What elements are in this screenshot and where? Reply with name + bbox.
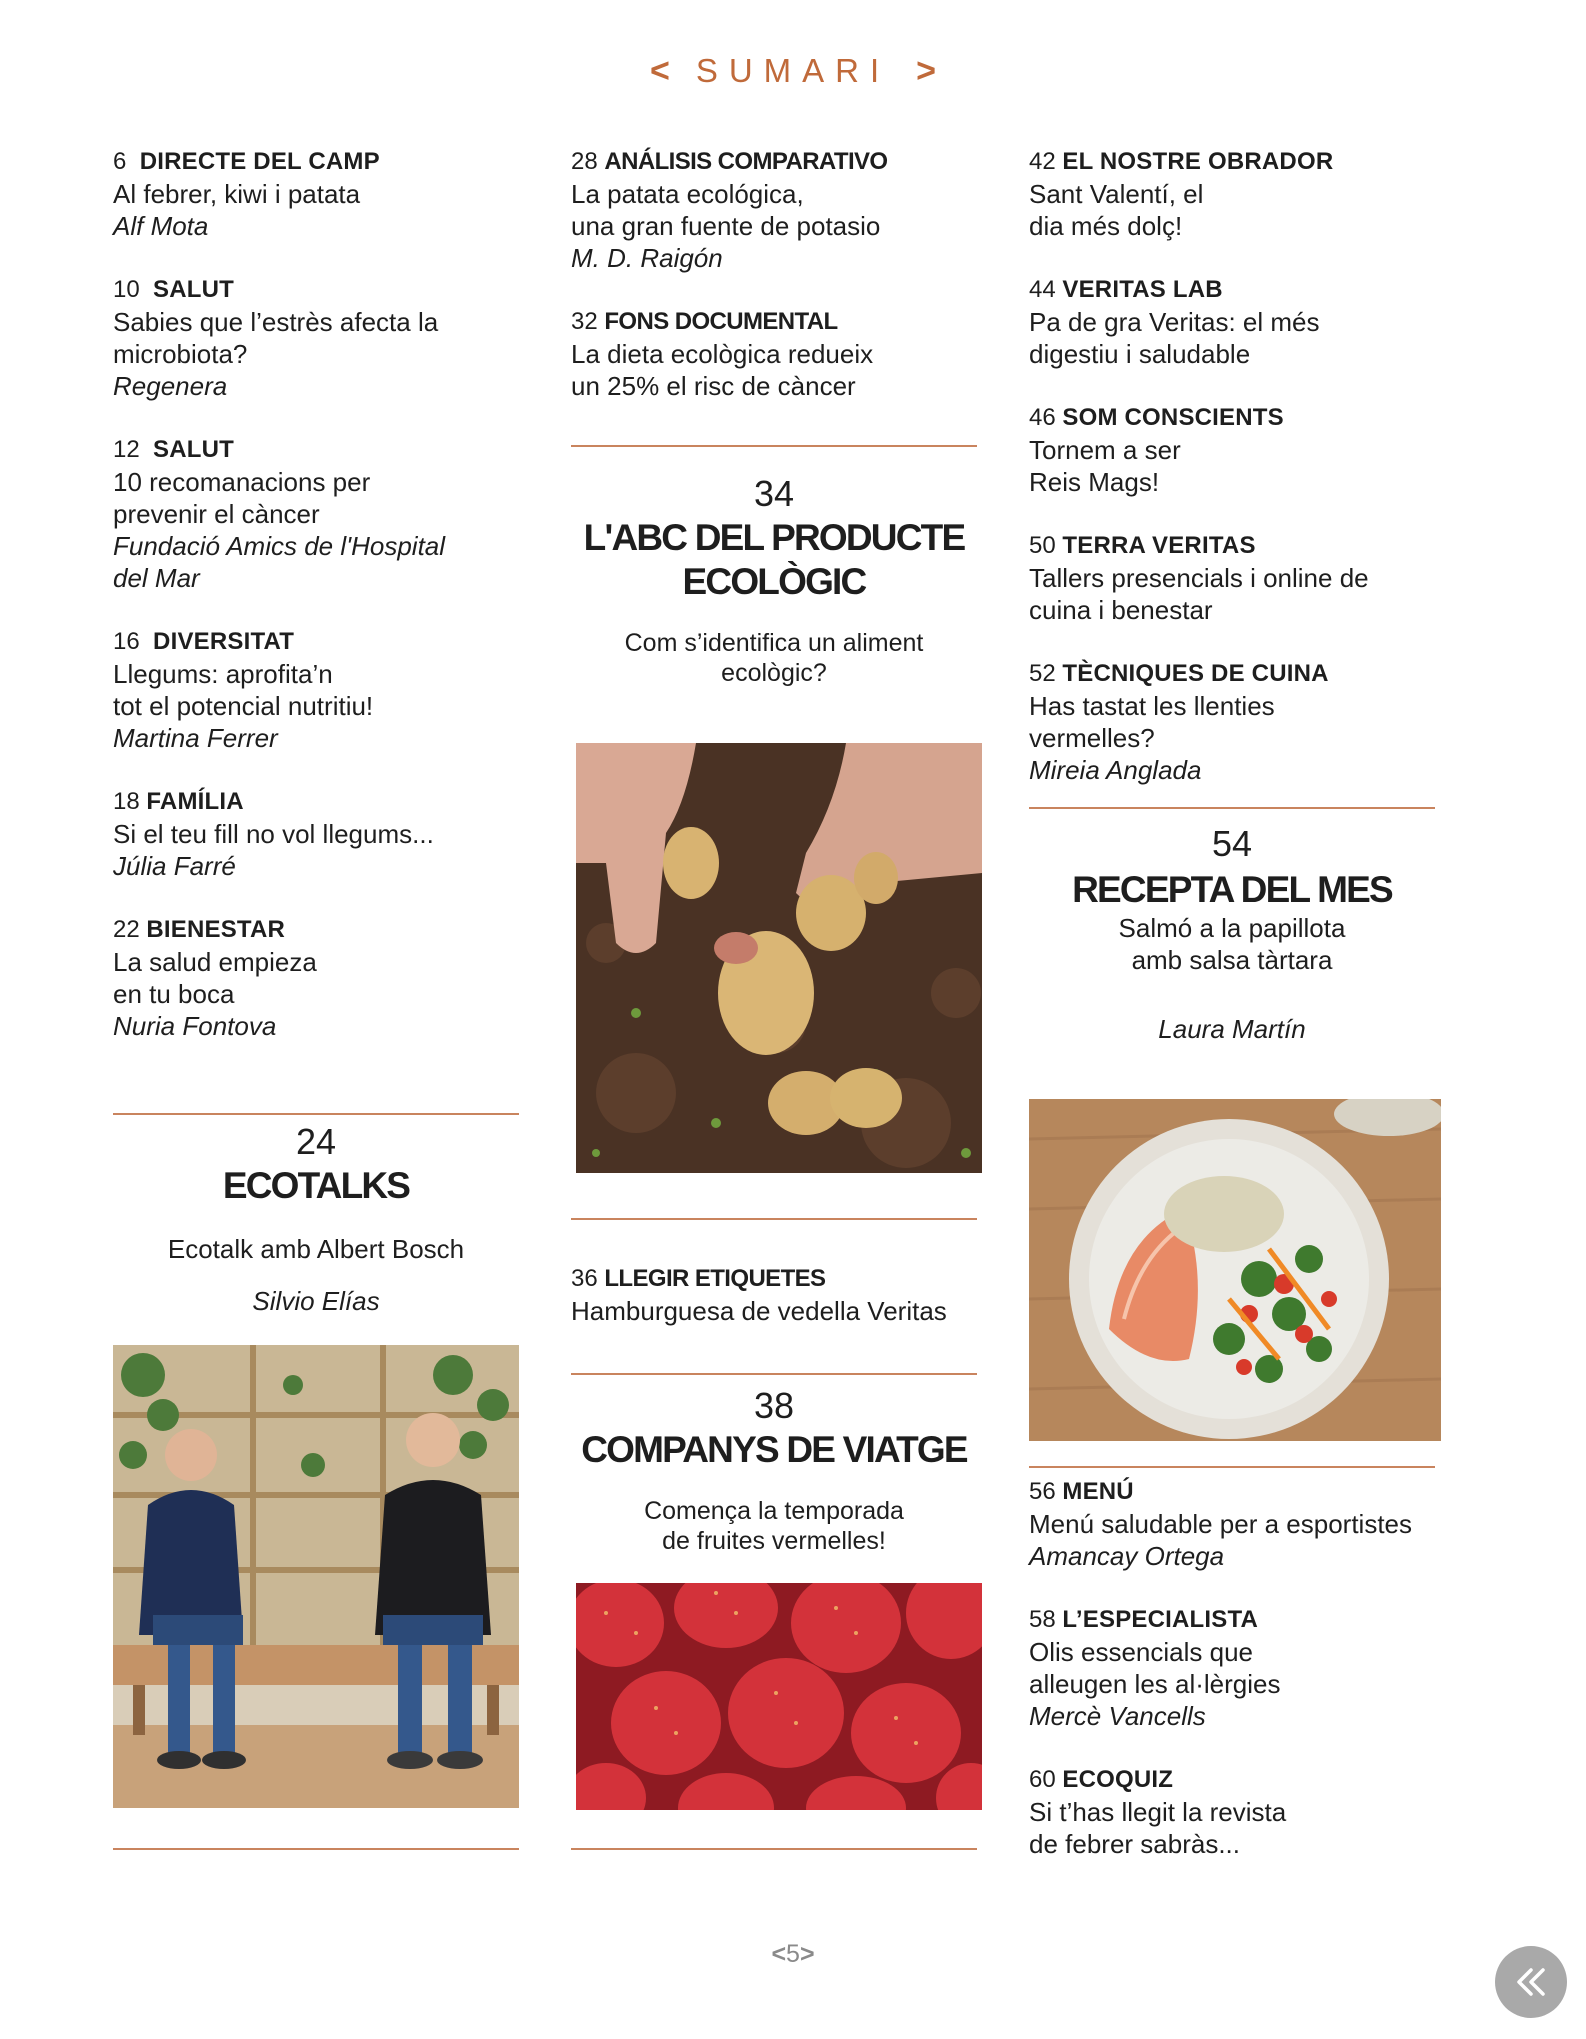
toc-entry[interactable] [1029,146,1435,242]
strawberries-photo [576,1583,982,1810]
article-author: Nuria Fontova [113,1011,277,1041]
section-name: L’ESPECIALISTA [1062,1606,1259,1633]
article-title: Tallers presencials i online de cuina i benestar [1029,563,1369,625]
toc-entry[interactable] [1029,1476,1435,1572]
feature-abc-producte-ecologic[interactable] [571,472,977,688]
page-number: 56 [1029,1478,1056,1505]
page-number: 58 [1029,1606,1056,1633]
page-number: 54 [1211,823,1253,864]
divider [1029,1466,1435,1468]
page-number: 46 [1029,404,1056,431]
double-chevron-left-icon [1511,1962,1551,2002]
section-name: SOM CONSCIENTS [1062,404,1284,431]
page-number: 28 [571,148,598,175]
toc-entry[interactable] [113,786,519,882]
article-title: Tornem a ser Reis Mags! [1029,435,1181,497]
chevron-right-icon: > [799,1940,815,1968]
article-title: La dieta ecològica redueix un 25% el risc de càncer [571,339,874,401]
page-number: 10 [113,276,140,303]
toc-entry[interactable] [1029,1764,1435,1860]
article-author: Regenera [113,371,228,401]
article-author: Martina Ferrer [113,723,278,753]
toc-entry[interactable] [571,1263,977,1327]
toc-entry[interactable] [113,274,519,402]
article-author: M. D. Raigón [571,243,723,273]
toc-column-3 [1029,0,1435,2039]
divider [1029,807,1435,809]
feature-title: L'ABC DEL PRODUCTE ECOLÒGIC [583,517,965,602]
toc-entry[interactable] [113,626,519,754]
toc-entry[interactable] [1029,402,1435,498]
feature-subtitle: Com s’identifica un aliment ecològic? [624,629,924,687]
article-author: Mireia Anglada [1029,755,1202,785]
section-name: ANÁLISIS COMPARATIVO [604,148,888,175]
page-number: 22 [113,916,140,943]
feature-title: RECEPTA DEL MES [1072,869,1392,910]
chevron-left-icon: < [771,1940,787,1968]
divider [113,1848,519,1850]
article-title: La patata ecológica, una gran fuente de potasio [571,179,881,241]
section-name: VERITAS LAB [1062,276,1223,303]
divider [571,1373,977,1375]
toc-column-1 [113,0,519,2039]
feature-recepta-del-mes[interactable] [1029,822,1435,1045]
page-number-footer [0,1940,1586,1969]
toc-entry[interactable] [571,146,977,274]
section-name: DIVERSITAT [153,628,295,655]
feature-companys-de-viatge[interactable] [571,1384,977,1556]
article-author: Fundació Amics de l'Hospital del Mar [113,531,446,593]
toc-entry[interactable] [1029,1604,1435,1732]
section-name: FAMÍLIA [146,788,244,815]
divider [571,1218,977,1220]
toc-column-2 [571,0,977,2039]
page-number: 18 [113,788,140,815]
feature-ecotalks[interactable] [113,1120,519,1317]
page-number: 16 [113,628,140,655]
page-number: 34 [753,473,795,514]
section-name: TERRA VERITAS [1062,532,1256,559]
page-number: 12 [113,436,140,463]
article-author: Júlia Farré [113,851,236,881]
section-name: SALUT [153,276,235,303]
chevron-left-icon: < [649,52,670,90]
section-name: LLEGIR ETIQUETES [604,1265,826,1292]
page-number: 36 [571,1265,598,1292]
article-author: Amancay Ortega [1029,1541,1225,1571]
toc-entry[interactable] [1029,530,1435,626]
section-name: ECOQUIZ [1062,1766,1174,1793]
section-name: SALUT [153,436,235,463]
ecotalks-photo [113,1345,519,1808]
article-author: Silvio Elías [252,1286,380,1316]
feature-title: ECOTALKS [222,1165,410,1206]
toc-entry[interactable] [113,434,519,594]
article-title: Menú saludable per a esportistes [1029,1509,1413,1539]
page-number: 38 [753,1385,795,1426]
toc-entry[interactable] [113,146,519,242]
page-number: 6 [113,148,127,175]
section-name: FONS DOCUMENTAL [604,308,838,335]
article-title: Llegums: aprofita’n tot el potencial nutritiu! [113,659,374,721]
page-number: 24 [295,1121,337,1162]
feature-subtitle: Comença la temporada de fruites vermelles! [644,1497,904,1555]
toc-entry[interactable] [1029,658,1435,786]
back-button[interactable] [1495,1946,1567,2018]
divider [571,445,977,447]
section-name: BIENESTAR [146,916,286,943]
current-page: 5 [786,1940,800,1968]
toc-entry[interactable] [1029,274,1435,370]
section-name: DIRECTE DEL CAMP [139,148,380,175]
page-number: 42 [1029,148,1056,175]
toc-entry[interactable] [571,306,977,402]
feature-subtitle: Salmó a la papillota amb salsa tàrtara [1118,913,1346,975]
potatoes-photo [576,743,982,1173]
page-number: 44 [1029,276,1056,303]
page-number: 32 [571,308,598,335]
page-number: 60 [1029,1766,1056,1793]
article-title: Sabies que l’estrès afecta la microbiota? [113,307,439,369]
article-author: Mercè Vancells [1029,1701,1206,1731]
article-title: Pa de gra Veritas: el més digestiu i saludable [1029,307,1320,369]
page-number: 52 [1029,660,1056,687]
section-name: MENÚ [1062,1478,1134,1505]
page-title: SUMARI [695,52,891,89]
article-author: Alf Mota [113,211,209,241]
article-title: Has tastat les llenties vermelles? [1029,691,1275,753]
page-number: 50 [1029,532,1056,559]
chevron-right-icon: > [916,52,937,90]
toc-entry[interactable] [113,914,519,1042]
article-title: Al febrer, kiwi i patata [113,179,361,209]
feature-subtitle: Ecotalk amb Albert Bosch [167,1234,465,1264]
article-title: Si t’has llegit la revista de febrer sabràs... [1029,1797,1287,1859]
section-name: TÈCNIQUES DE CUINA [1062,660,1329,687]
divider [113,1113,519,1115]
article-title: 10 recomanacions per prevenir el càncer [113,467,371,529]
article-title: Olis essencials que alleugen les al·lèrgies [1029,1637,1281,1699]
section-name: EL NOSTRE OBRADOR [1062,148,1334,175]
article-author: Laura Martín [1158,1014,1306,1044]
article-title: Hamburguesa de vedella Veritas [571,1296,947,1326]
divider [571,1848,977,1850]
article-title: Si el teu fill no vol llegums... [113,819,434,849]
salmon-dish-photo [1029,1099,1441,1441]
article-title: Sant Valentí, el dia més dolç! [1029,179,1204,241]
feature-title: COMPANYS DE VIATGE [581,1429,967,1470]
article-title: La salud empieza en tu boca [113,947,317,1009]
